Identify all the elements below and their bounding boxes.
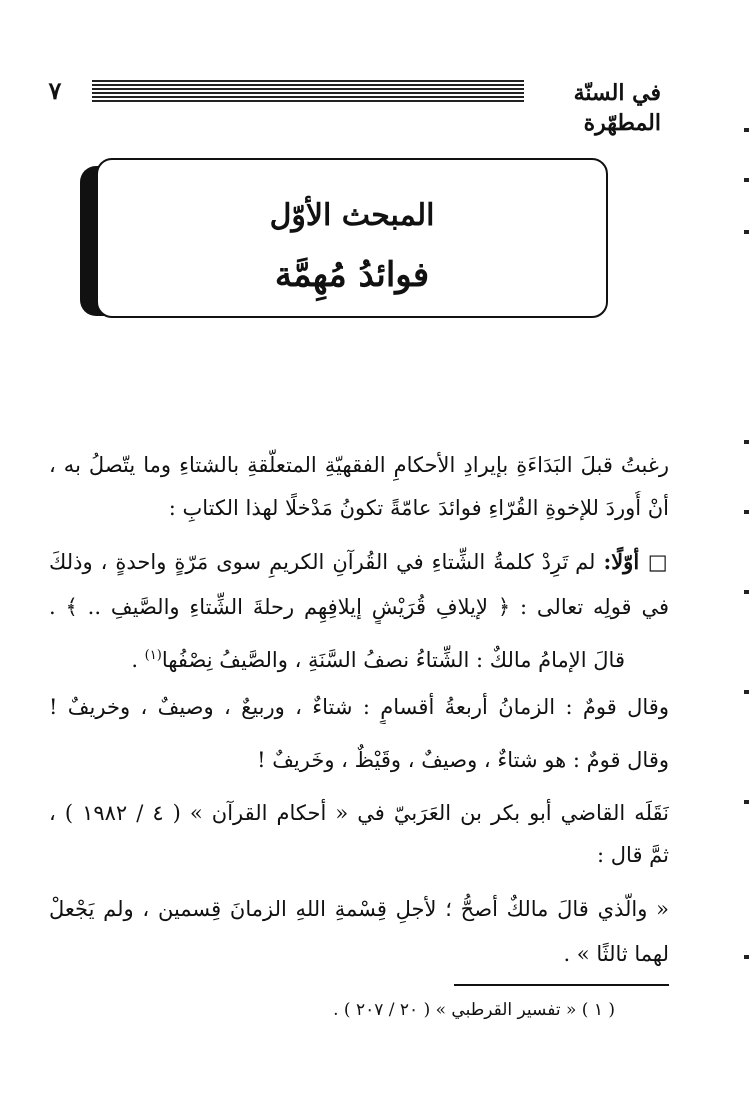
quote-line-2: لهما ثالثًا » . <box>563 942 669 966</box>
chapter-heading: المبحث الأوّل <box>269 198 435 233</box>
scan-mark <box>744 690 749 694</box>
seasons-four-line: وقال قومٌ : الزمانُ أربعةُ أقسامٍ : شتاءٌ ، وربيعٌ ، وصيفٌ ، وخريفٌ ! <box>49 695 669 719</box>
malik-end: . <box>131 648 145 672</box>
scan-mark <box>744 178 749 182</box>
scan-mark <box>744 800 749 804</box>
footnote-ref: (١) <box>144 648 162 663</box>
header-rule <box>92 80 524 102</box>
first-point-marker: □ أوّلًا: <box>603 549 669 574</box>
intro-line-1: رغبتُ قبلَ البَدَاءَةِ بإيرادِ الأحكامِ الفقهيّةِ المتعلّقةِ بالشتاءِ وما يتّصلُ به ، <box>49 453 669 477</box>
first-point-line-2: في قولِه تعالى : ﴿ لإيلافِ قُرَيْشٍ إيلافِهِم رحلةَ الشِّتاءِ والصَّيفِ .. ﴾ . <box>49 595 669 619</box>
scan-mark <box>744 955 749 959</box>
scan-mark <box>744 128 749 132</box>
footnote: ( ١ ) « تفسير القرطبي » ( ٢٠ / ٢٠٧ ) . <box>333 1000 615 1020</box>
footnote-rule <box>454 984 669 986</box>
malik-line <box>5 639 625 677</box>
first-point-text: لم تَرِدْ كلمةُ الشِّتاءِ في القُرآنِ الكريمِ سوى مَرّةٍ واحدةٍ ، وذلكَ <box>49 550 596 574</box>
scan-mark <box>744 230 749 234</box>
scan-mark <box>744 440 749 444</box>
intro-line-2: أنْ أُوردَ للإخوةِ القُرّاءِ فوائدَ عامّةً تكونُ مَدْخلًا لهذا الكتابِ : <box>168 496 669 520</box>
citation-line-1: نَقَلَه القاضي أبو بكر بن العَرَبيّ في « أحكام القرآن » ( ٤ / ١٩٨٢ ) ، <box>49 801 669 825</box>
page-number: ٧ <box>48 76 62 105</box>
scan-mark <box>744 590 749 594</box>
quote-line-1: « والّذي قالَ مالكٌ أصحُّ ؛ لأجلِ قِسْمةِ اللهِ الزمانَ قِسمين ، ولم يَجْعلْ <box>49 897 669 921</box>
malik-text: قالَ الإمامُ مالكٌ : الشِّتاءُ نصفُ السَّنَةِ ، والصَّيفُ نِصْفُها <box>161 648 625 672</box>
first-point-line-1 <box>49 545 669 579</box>
chapter-subtitle: فوائدُ مُهِمَّة <box>274 255 430 295</box>
running-title: في السنّة المطهّرة <box>573 80 661 136</box>
citation-line-2: ثمَّ قال : <box>597 843 669 867</box>
seasons-alt-line: وقال قومٌ : هو شتاءٌ ، وصيفٌ ، وقَيْظٌ ، وخَريفٌ ! <box>257 748 669 772</box>
scan-mark <box>744 510 749 514</box>
